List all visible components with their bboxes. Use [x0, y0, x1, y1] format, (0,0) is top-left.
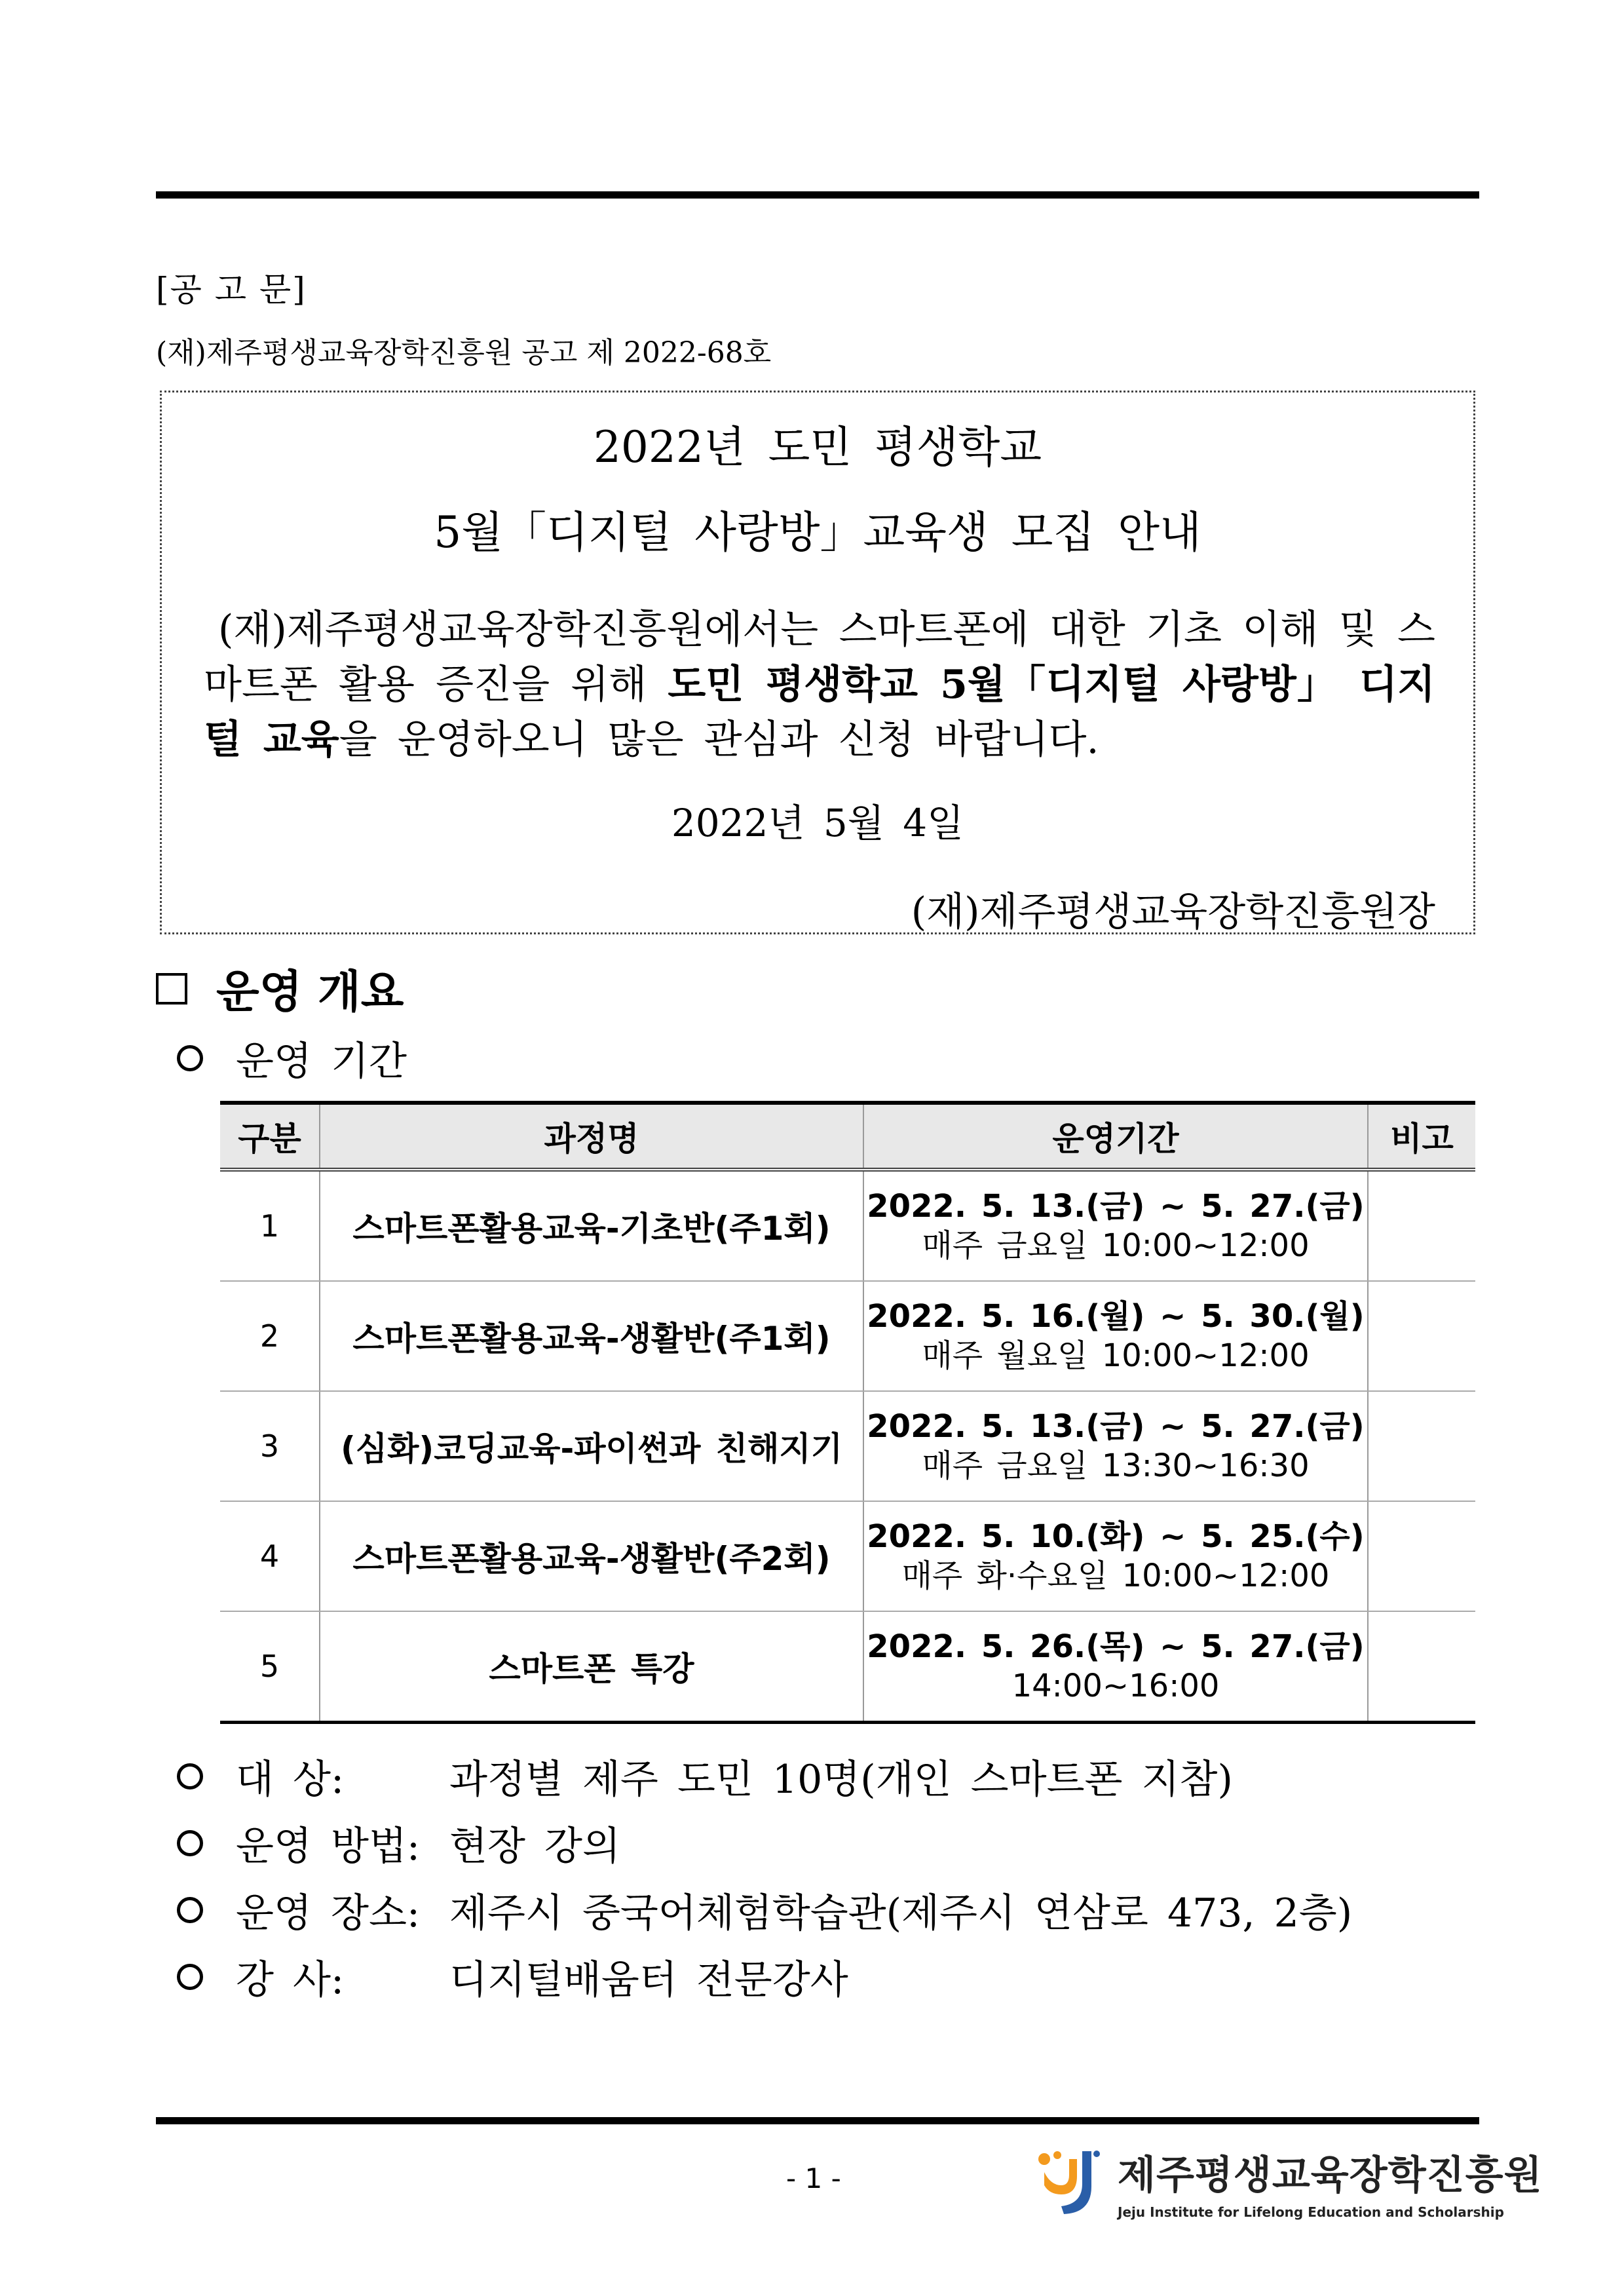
row-no: 5 — [220, 1611, 320, 1723]
row-dates: 2022. 5. 10.(화) ~ 5. 25.(수) — [867, 1518, 1365, 1555]
table-row — [220, 1170, 1475, 1281]
row-dates: 2022. 5. 26.(목) ~ 5. 27.(금) — [867, 1628, 1365, 1665]
detail-location — [177, 1882, 1352, 1938]
row-course: 스마트폰활용교육-생활반(주1회) — [320, 1281, 863, 1391]
row-times: 매주 금요일 13:30~16:30 — [922, 1447, 1310, 1484]
org-logo — [1035, 2144, 1543, 2220]
header-course: 과정명 — [320, 1103, 863, 1170]
row-course: 스마트폰활용교육-생활반(주2회) — [320, 1501, 863, 1611]
row-no: 4 — [220, 1501, 320, 1611]
announcement-body-emphasis: 도민 평생학교 5월「디지털 사랑방」 디지털 교육 — [204, 662, 1435, 763]
announcement-box — [160, 391, 1475, 934]
row-note — [1368, 1170, 1475, 1281]
row-note — [1368, 1391, 1475, 1501]
circle-bullet-icon — [177, 1964, 203, 1990]
announcement-body-text-end: 을 운영하오니 많은 관심과 신청 바랍니다. — [339, 717, 1099, 763]
circle-bullet-icon — [177, 1830, 203, 1856]
detail-value: 제주시 중국어체험학습관(제주시 연삼로 473, 2층) — [449, 1890, 1353, 1936]
detail-label: 강 사: — [236, 1957, 345, 2003]
table-header-row — [220, 1103, 1475, 1170]
row-times: 매주 화·수요일 10:00~12:00 — [901, 1558, 1330, 1594]
circle-bullet-icon — [177, 1763, 203, 1789]
row-no: 3 — [220, 1391, 320, 1501]
announcement-body — [204, 602, 1435, 767]
table-row — [220, 1611, 1475, 1723]
row-period — [863, 1391, 1368, 1501]
row-times: 매주 금요일 10:00~12:00 — [922, 1227, 1310, 1264]
top-rule — [156, 191, 1479, 199]
notice-number: (재)제주평생교육장학진흥원 공고 제 2022-68호 — [156, 336, 772, 370]
table-row — [220, 1281, 1475, 1391]
row-note — [1368, 1281, 1475, 1391]
announcement-body-text: (재)제주평생교육장학진흥원에서는 스마트폰에 대한 기초 이해 및 스마트폰 활용 증진을 위해 — [204, 607, 1435, 708]
square-bullet-icon — [156, 973, 187, 1004]
circle-bullet-icon — [177, 1045, 203, 1071]
org-name-ko: 제주평생교육장학진흥원 — [1118, 2152, 1543, 2198]
row-course: 스마트폰활용교육-기초반(주1회) — [320, 1170, 863, 1281]
period-subheading — [177, 1030, 407, 1086]
announcement-date: 2022년 5월 4일 — [671, 801, 964, 845]
table-row — [220, 1501, 1475, 1611]
row-dates: 2022. 5. 16.(월) ~ 5. 30.(월) — [867, 1298, 1365, 1335]
announcement-signer: (재)제주평생교육장학진흥원장 — [911, 889, 1435, 935]
announcement-title-line1: 2022년 도민 평생학교 — [593, 422, 1042, 472]
org-name-en: Jeju Institute for Lifelong Education and Scholarship — [1118, 2204, 1504, 2220]
row-course: 스마트폰 특강 — [320, 1611, 863, 1723]
header-note: 비고 — [1368, 1103, 1475, 1170]
row-course: (심화)코딩교육-파이썬과 친해지기 — [320, 1391, 863, 1501]
detail-value: 과정별 제주 도민 10명(개인 스마트폰 지참) — [449, 1757, 1233, 1803]
detail-label: 대 상: — [236, 1757, 345, 1803]
header-period: 운영기간 — [863, 1103, 1368, 1170]
row-times: 매주 월요일 10:00~12:00 — [922, 1337, 1310, 1374]
schedule-table — [220, 1101, 1475, 1724]
announcement-title-line2: 5월「디지털 사랑방」교육생 모집 안내 — [434, 507, 1201, 558]
detail-label: 운영 장소: — [236, 1890, 421, 1936]
period-label: 운영 기간 — [236, 1039, 407, 1084]
section-heading — [156, 957, 404, 1020]
notice-label: [공 고 문] — [156, 271, 307, 309]
detail-value: 현장 강의 — [449, 1824, 620, 1869]
page-number: - 1 - — [786, 2162, 841, 2194]
detail-value: 디지털배움터 전문강사 — [449, 1957, 848, 2003]
table-row — [220, 1391, 1475, 1501]
logo-text — [1118, 2144, 1543, 2220]
row-dates: 2022. 5. 13.(금) ~ 5. 27.(금) — [867, 1408, 1365, 1445]
row-no: 2 — [220, 1281, 320, 1391]
header-no: 구분 — [220, 1103, 320, 1170]
row-period — [863, 1170, 1368, 1281]
row-note — [1368, 1611, 1475, 1723]
circle-bullet-icon — [177, 1897, 203, 1923]
row-period — [863, 1501, 1368, 1611]
detail-label: 운영 방법: — [236, 1824, 421, 1869]
detail-method — [177, 1815, 620, 1871]
section-heading-text: 운영 개요 — [216, 966, 404, 1018]
row-period — [863, 1611, 1368, 1723]
detail-target — [177, 1748, 1233, 1805]
jeju-institute-logo-icon — [1035, 2146, 1101, 2218]
row-period — [863, 1281, 1368, 1391]
row-times: 14:00~16:00 — [1011, 1668, 1220, 1704]
bottom-rule — [156, 2117, 1479, 2124]
row-dates: 2022. 5. 13.(금) ~ 5. 27.(금) — [867, 1188, 1365, 1225]
row-no: 1 — [220, 1170, 320, 1281]
detail-instructor — [177, 1949, 848, 2005]
row-note — [1368, 1501, 1475, 1611]
